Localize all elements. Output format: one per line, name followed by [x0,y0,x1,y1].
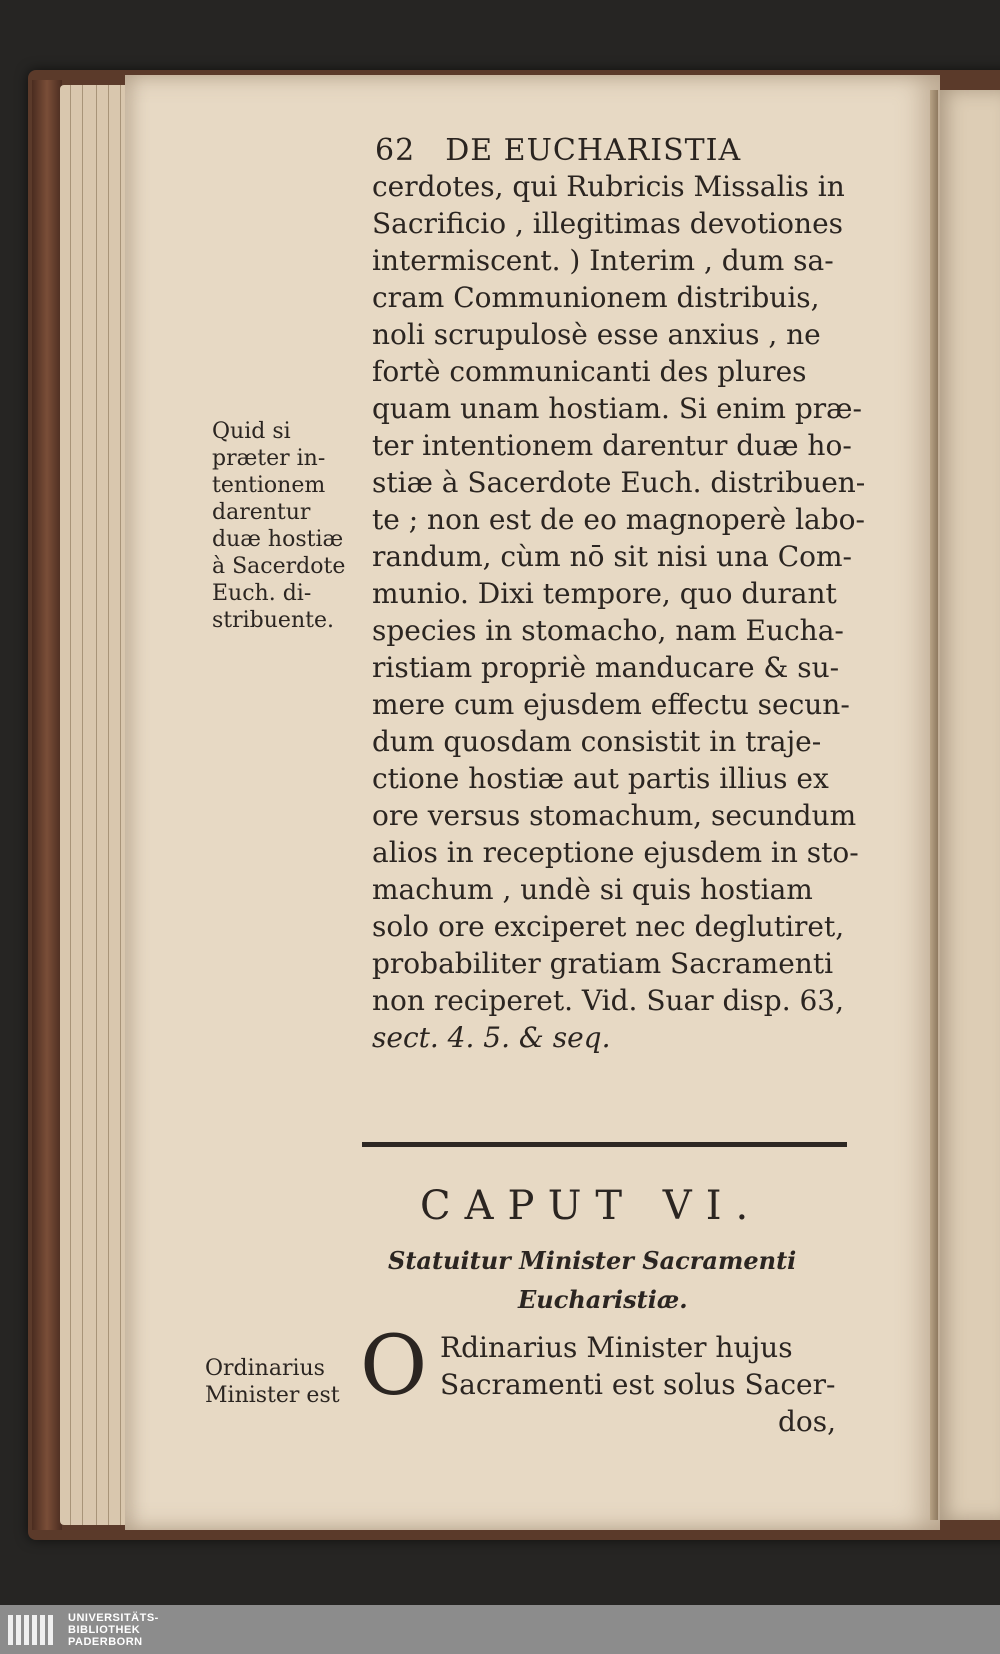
body-line: ctione hostiæ aut partis illius ex [372,762,829,795]
body-line: te ; non est de eo magnoperè labo- [372,503,865,536]
margin-note [205,1355,340,1409]
body-line: non reciperet. Vid. Suar disp. 63, [372,984,845,1017]
margin-note-line: Quid si [212,419,291,444]
margin-note-line: Euch. di- [212,581,312,606]
body-line: ristiam propriè manducare & su- [372,651,840,684]
body-line: probabiliter gratiam Sacramenti [372,947,834,980]
body-line: alios in receptione ejusdem in sto- [372,836,859,869]
running-title: DE EUCHARISTIA [445,133,742,168]
chapter-heading: CAPUT VI. [420,1183,763,1229]
page-number: 62 [375,133,416,168]
body-line: dum quosdam consistit in traje- [372,725,822,758]
library-logo-text: UNIVERSITÄTS- BIBLIOTHEK PADERBORN [68,1612,159,1648]
margin-note-line: darentur [212,500,311,525]
body-line: randum, cùm nō sit nisi una Com- [372,540,853,573]
margin-note-line: Minister est [205,1383,340,1408]
body-line: intermiscent. ) Interim , dum sa- [372,244,834,277]
margin-note [212,418,345,634]
chapter-subtitle: Statuitur Minister Sacramenti [388,1246,797,1275]
body-line: ore versus stomachum, secundum [372,799,857,832]
margin-note-line: tentionem [212,473,326,498]
body-line: dos, [778,1405,837,1438]
body-line: stiæ à Sacerdote Euch. distribuen- [372,466,866,499]
margin-note-line: Ordinarius [205,1356,325,1381]
body-line: Sacramenti est solus Sacer- [440,1368,836,1401]
margin-note-line: duæ hostiæ [212,527,344,552]
running-head [375,133,741,168]
cover-spine-edge [32,80,62,1530]
library-footer [0,1605,1000,1654]
body-line: quam unam hostiam. Si enim præ- [372,392,862,425]
body-line: ter intentionem darentur duæ ho- [372,429,852,462]
body-line: munio. Dixi tempore, quo durant [372,577,837,610]
drop-cap: O [360,1319,428,1414]
body-line: sect. 4. 5. & seq. [372,1021,611,1054]
section-rule [362,1142,847,1147]
page-gutter [930,90,938,1520]
body-line: cerdotes, qui Rubricis Missalis in [372,170,845,203]
margin-note-line: præter in- [212,446,326,471]
body-line: noli scrupulosè esse anxius , ne [372,318,821,351]
body-line: solo ore exciperet nec deglutiret, [372,910,845,943]
facing-page [935,90,1000,1520]
body-line: species in stomacho, nam Eucha- [372,614,844,647]
body-line: Sacrificio , illegitimas devotiones [372,207,844,240]
body-line: fortè communicanti des plures [372,355,807,388]
body-line: cram Communionem distribuis, [372,281,820,314]
body-line: machum , undè si quis hostiam [372,873,813,906]
margin-note-line: stribuente. [212,608,334,633]
margin-note-line: à Sacerdote [212,554,346,579]
library-logo-icon [8,1615,58,1645]
chapter-subtitle: Eucharistiæ. [518,1285,688,1314]
body-line: Rdinarius Minister hujus [440,1331,793,1364]
body-line: mere cum ejusdem effectu secun- [372,688,850,721]
